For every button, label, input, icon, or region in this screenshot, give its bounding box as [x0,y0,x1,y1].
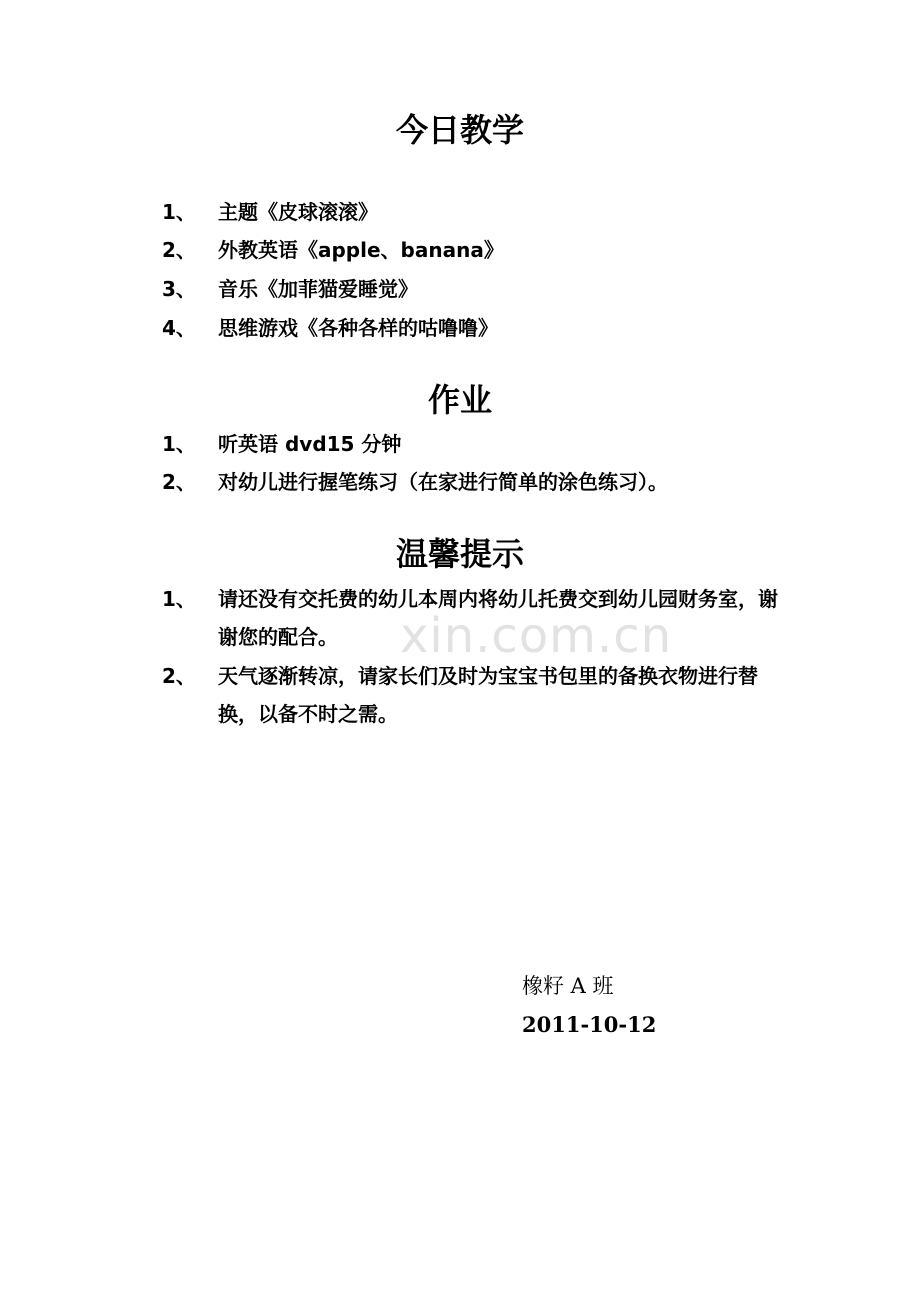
item-number: 1、 [162,432,196,456]
tips-item-1 [162,580,788,656]
item-text: 外教英语《apple、banana》 [218,238,504,262]
item-text: 思维游戏《各种各样的咕噜噜》 [218,316,498,340]
item-number: 1、 [162,587,196,611]
teaching-item-3 [162,270,788,308]
item-text: 音乐《加菲猫爱睡觉》 [218,277,418,301]
item-number: 4、 [162,316,196,340]
teaching-item-2 [162,231,788,269]
homework-title: 作业 [427,381,492,419]
homework-item-1 [162,425,788,463]
item-number: 2、 [162,664,196,688]
item-text: 天气逐渐转凉，请家长们及时为宝宝书包里的备换衣物进行替换，以备不时之需。 [218,664,758,726]
item-text: 听英语 dvd15 分钟 [218,432,402,456]
teaching-item-1 [162,193,788,231]
teaching-title: 今日教学 [395,111,524,149]
item-number: 2、 [162,470,196,494]
item-number: 3、 [162,277,196,301]
item-number: 1、 [162,200,196,224]
item-text: 对幼儿进行握笔练习（在家进行简单的涂色练习）。 [218,470,668,494]
date: 2011-10-12 [522,1012,657,1037]
teaching-item-4 [162,309,788,347]
tips-item-2 [162,657,788,733]
class-name: 橡籽 A 班 [522,974,614,998]
item-number: 2、 [162,238,196,262]
item-text: 主题《皮球滚滚》 [218,200,378,224]
homework-item-2 [162,463,788,501]
item-text: 请还没有交托费的幼儿本周内将幼儿托费交到幼儿园财务室，谢谢您的配合。 [218,587,778,649]
tips-title: 温馨提示 [395,535,524,573]
watermark: xin.com.cn [400,608,673,664]
